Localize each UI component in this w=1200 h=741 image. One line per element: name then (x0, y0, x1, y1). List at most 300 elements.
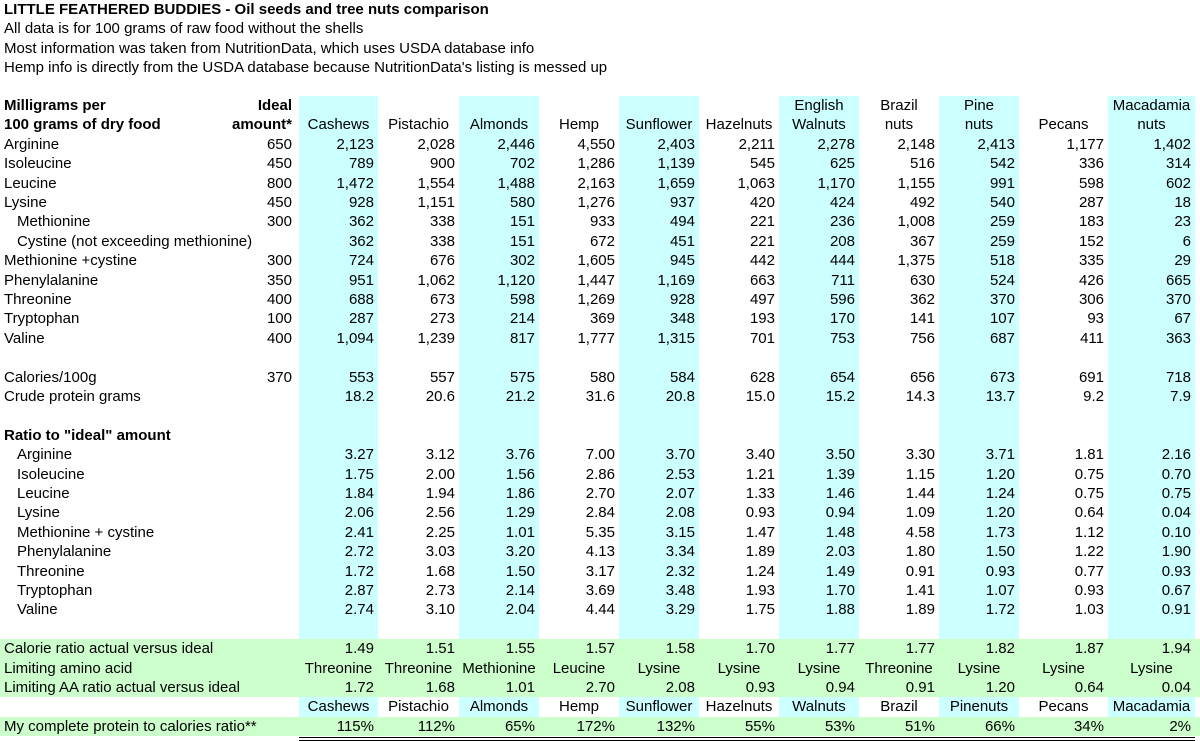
value-cell: 1,239 (417, 329, 455, 347)
value-cell: 348 (669, 310, 695, 328)
value-cell: 2.87 (344, 582, 374, 599)
value-cell: 273 (429, 310, 455, 328)
value-cell: 1.51 (425, 640, 455, 658)
value-cell: 0.77 (1074, 562, 1104, 580)
value-cell: 654 (829, 368, 855, 386)
amino-row (0, 271, 1200, 290)
value-cell: 3.30 (905, 446, 935, 464)
value-cell: 663 (749, 271, 775, 289)
value-cell: 945 (669, 252, 695, 270)
value-cell: 596 (829, 291, 855, 308)
ratio-title-row (0, 426, 1200, 445)
ratio-row (0, 600, 1200, 619)
summary-row (0, 678, 1200, 697)
value-cell: 1.81 (1074, 446, 1104, 464)
calories-row (0, 368, 1200, 387)
value-cell: 1.89 (905, 601, 935, 619)
value-cell: 575 (509, 368, 535, 386)
column-name: Cashews (307, 698, 370, 716)
row-label: Phenylalanine (4, 271, 99, 289)
value-cell: 1,375 (897, 252, 935, 270)
value-cell: 9.2 (1083, 388, 1104, 405)
amino-row (0, 174, 1200, 193)
row-label: Limiting AA ratio actual versus ideal (4, 679, 240, 696)
value-cell: 991 (989, 174, 1015, 192)
row-label: Valine (17, 601, 58, 619)
value-cell: 937 (669, 194, 695, 211)
value-cell: 3.03 (425, 543, 455, 561)
footer-names-row (0, 697, 1200, 716)
value-cell: 451 (669, 232, 695, 250)
row-label: My complete protein to calories ratio** (4, 717, 257, 735)
value-cell: 20.6 (425, 388, 455, 405)
value-cell: 221 (749, 213, 775, 231)
value-cell: 1,062 (417, 271, 455, 289)
ratio-row (0, 562, 1200, 581)
value-cell: 2.06 (344, 504, 374, 522)
header-label: Milligrams per (4, 97, 106, 114)
value-cell: 1,472 (336, 174, 374, 192)
value-cell: 172% (576, 717, 615, 735)
value-cell: 420 (749, 194, 775, 211)
column-header: Hemp (558, 116, 599, 134)
ideal-value: 300 (266, 252, 292, 270)
value-cell: 2.53 (665, 465, 695, 483)
row-label: Methionine (17, 213, 91, 231)
value-cell: 4,550 (577, 135, 615, 153)
value-cell: 1.73 (985, 523, 1015, 541)
value-cell: 55% (744, 717, 775, 735)
value-cell: 2,211 (738, 135, 775, 153)
value-cell: 1,402 (1153, 135, 1191, 153)
row-label: Crude protein grams (4, 388, 141, 405)
value-cell: 756 (909, 329, 935, 347)
value-cell: 518 (989, 252, 1015, 270)
value-cell: 29 (1174, 252, 1191, 270)
value-cell: 2.41 (344, 523, 374, 541)
row-label: Leucine (4, 174, 57, 192)
value-cell: 23 (1174, 213, 1191, 231)
value-cell: 370 (989, 291, 1015, 308)
value-cell: 602 (1165, 174, 1191, 192)
value-cell: 3.20 (505, 543, 535, 561)
value-cell: 3.34 (665, 543, 695, 561)
value-cell: 688 (348, 291, 374, 308)
amino-row (0, 251, 1200, 270)
value-cell: 306 (1078, 291, 1104, 308)
value-cell: 0.04 (1161, 679, 1191, 696)
column-header: nuts (964, 116, 994, 134)
value-cell: 1.50 (505, 562, 535, 580)
value-cell: Threonine (304, 659, 373, 677)
column-name: Brazil (880, 698, 918, 716)
column-header: Brazil (880, 97, 918, 114)
value-cell: 753 (829, 329, 855, 347)
value-cell: 516 (909, 155, 935, 173)
row-label: Methionine + cystine (17, 523, 155, 541)
value-cell: 0.94 (825, 679, 855, 696)
value-cell: 112% (417, 717, 455, 735)
row-label: Threonine (4, 291, 72, 308)
value-cell: 1.09 (905, 504, 935, 522)
value-cell: 1.01 (505, 679, 535, 696)
value-cell: 151 (509, 213, 535, 231)
value-cell: 1.49 (825, 562, 855, 580)
value-cell: 193 (749, 310, 775, 328)
row-label: Limiting amino acid (4, 659, 133, 677)
value-cell: 2.14 (505, 582, 535, 599)
value-cell: 1.49 (344, 640, 374, 658)
value-cell: 93 (1087, 310, 1104, 328)
header-row-1 (0, 96, 1200, 115)
ratio-row (0, 542, 1200, 561)
ideal-value: 100 (266, 310, 292, 328)
value-cell: 900 (429, 155, 455, 173)
value-cell: 18.2 (344, 388, 374, 405)
value-cell: 362 (909, 291, 935, 308)
ideal-value: 370 (266, 368, 292, 386)
value-cell: 691 (1078, 368, 1104, 386)
value-cell: 2.72 (344, 543, 374, 561)
value-cell: 1,139 (657, 155, 695, 173)
value-cell: 1.94 (1161, 640, 1191, 658)
value-cell: 1.82 (985, 640, 1015, 658)
column-header: Pine (963, 97, 995, 114)
value-cell: 4.44 (585, 601, 615, 619)
value-cell: Lysine (717, 659, 761, 677)
value-cell: 656 (909, 368, 935, 386)
value-cell: 1.44 (905, 485, 935, 502)
value-cell: Leucine (552, 659, 606, 677)
value-cell: 183 (1078, 213, 1104, 231)
value-cell: 1,554 (417, 174, 455, 192)
value-cell: 2,446 (497, 135, 535, 153)
value-cell: 598 (509, 291, 535, 308)
value-cell: Lysine (1042, 659, 1085, 677)
ratio-row (0, 523, 1200, 542)
value-cell: 1.77 (825, 640, 855, 658)
value-cell: 302 (509, 252, 535, 270)
value-cell: 1.07 (985, 582, 1015, 599)
value-cell: 1.94 (425, 485, 455, 502)
value-cell: 426 (1078, 271, 1104, 289)
value-cell: 540 (989, 194, 1015, 211)
value-cell: 598 (1078, 174, 1104, 192)
column-header: nuts (1137, 116, 1166, 134)
value-cell: 15.0 (745, 388, 775, 405)
value-cell: 0.91 (1161, 601, 1191, 619)
value-cell: 2,148 (897, 135, 935, 153)
value-cell: 2.03 (825, 543, 855, 561)
value-cell: 0.91 (905, 679, 935, 696)
row-label: Threonine (17, 562, 85, 580)
value-cell: 628 (749, 368, 775, 386)
value-cell: 2.74 (344, 601, 374, 619)
value-cell: 3.48 (665, 582, 695, 599)
value-cell: 13.7 (985, 388, 1015, 405)
value-cell: 287 (348, 310, 374, 328)
value-cell: 3.27 (344, 446, 374, 464)
ideal-value: 400 (266, 291, 292, 308)
value-cell: 4.58 (905, 523, 935, 541)
value-cell: 1.20 (985, 465, 1015, 483)
ratio-row (0, 484, 1200, 503)
sheet-title: LITTLE FEATHERED BUDDIES - Oil seeds and tree nuts comparison (4, 1, 489, 18)
column-header: Pistachio (388, 116, 449, 134)
value-cell: 2.70 (585, 679, 615, 696)
value-cell: 3.15 (665, 523, 695, 541)
value-cell: 2.08 (665, 679, 695, 696)
value-cell: 31.6 (585, 388, 615, 405)
value-cell: 625 (829, 155, 855, 173)
value-cell: 259 (989, 213, 1015, 231)
value-cell: 1,605 (577, 252, 615, 270)
value-cell: 0.64 (1074, 504, 1104, 522)
value-cell: 338 (429, 213, 455, 231)
value-cell: 928 (669, 291, 695, 308)
value-cell: 1,777 (577, 329, 615, 347)
value-cell: 630 (909, 271, 935, 289)
value-cell: 1.46 (825, 485, 855, 502)
row-label: Arginine (4, 135, 60, 153)
value-cell: 1.70 (745, 640, 775, 658)
value-cell: 34% (1073, 717, 1104, 735)
value-cell: 314 (1165, 155, 1191, 173)
amino-row (0, 290, 1200, 309)
ratio-title: Ratio to "ideal" amount (4, 426, 171, 444)
value-cell: 1.70 (825, 582, 855, 599)
value-cell: Lysine (1130, 659, 1173, 677)
value-cell: 20.8 (665, 388, 695, 405)
value-cell: 1,120 (497, 271, 535, 289)
value-cell: 673 (429, 291, 455, 308)
value-cell: 424 (829, 194, 855, 211)
value-cell: 1,170 (817, 174, 855, 192)
value-cell: 1.89 (745, 543, 775, 561)
header-label: 100 grams of dry food (4, 116, 161, 134)
value-cell: 442 (749, 252, 775, 270)
value-cell: 53% (824, 717, 855, 735)
value-cell: 545 (749, 155, 775, 173)
value-cell: Lysine (957, 659, 1001, 677)
value-cell: 1.58 (665, 640, 695, 658)
value-cell: 701 (749, 329, 775, 347)
value-cell: 1,177 (1066, 135, 1104, 153)
value-cell: 3.71 (985, 446, 1015, 464)
value-cell: 1.80 (905, 543, 935, 561)
protein-row (0, 387, 1200, 406)
value-cell: 2.73 (425, 582, 455, 599)
final-row (0, 717, 1200, 736)
value-cell: 3.17 (585, 562, 615, 580)
value-cell: 1.20 (985, 504, 1015, 522)
column-header: Hazelnuts (705, 116, 773, 134)
value-cell: 2.56 (425, 504, 455, 522)
value-cell: 0.94 (825, 504, 855, 522)
row-label: Tryptophan (17, 582, 93, 599)
value-cell: 687 (989, 329, 1015, 347)
value-cell: 494 (669, 213, 695, 231)
column-header: Cashews (307, 116, 370, 134)
value-cell: 524 (989, 271, 1015, 289)
value-cell: 363 (1165, 329, 1191, 347)
value-cell: 18 (1174, 194, 1191, 211)
value-cell: 1.21 (745, 465, 775, 483)
value-cell: 362 (348, 213, 374, 231)
value-cell: 676 (429, 252, 455, 270)
value-cell: 1.33 (745, 485, 775, 502)
amino-row (0, 135, 1200, 154)
value-cell: 0.75 (1074, 465, 1104, 483)
value-cell: 951 (348, 271, 374, 289)
value-cell: 65% (504, 717, 535, 735)
value-cell: 2.70 (585, 485, 615, 502)
row-label: Methionine +cystine (4, 252, 137, 270)
value-cell: 411 (1080, 329, 1104, 347)
value-cell: 580 (509, 194, 535, 211)
value-cell: 3.10 (425, 601, 455, 619)
column-header: English (794, 97, 844, 114)
value-cell: 6 (1182, 232, 1191, 250)
value-cell: 2.00 (425, 465, 455, 483)
amino-row (0, 232, 1200, 251)
value-cell: 817 (509, 329, 535, 347)
column-name: Pecans (1038, 698, 1089, 716)
value-cell: 1.03 (1074, 601, 1104, 619)
value-cell: 369 (589, 310, 615, 328)
value-cell: Threonine (865, 659, 933, 677)
value-cell: 1.12 (1074, 523, 1104, 541)
row-label: Phenylalanine (17, 543, 112, 561)
value-cell: 3.12 (425, 446, 455, 464)
value-cell: 1.41 (905, 582, 935, 599)
amino-row (0, 154, 1200, 173)
value-cell: Methionine (462, 659, 536, 677)
value-cell: 1.55 (505, 640, 535, 658)
value-cell: 259 (989, 232, 1015, 250)
column-header: Sunflower (625, 116, 693, 134)
row-label: Leucine (17, 485, 70, 502)
row-label: Lysine (17, 504, 60, 522)
value-cell: 370 (1165, 291, 1191, 308)
value-cell: 2.84 (585, 504, 615, 522)
row-label: Calorie ratio actual versus ideal (4, 640, 214, 658)
value-cell: 665 (1165, 271, 1191, 289)
ideal-header: amount* (232, 116, 292, 134)
value-cell: 557 (429, 368, 455, 386)
amino-row (0, 193, 1200, 212)
value-cell: 170 (829, 310, 855, 328)
value-cell: 1.86 (505, 485, 535, 502)
value-cell: 1,447 (577, 271, 615, 289)
value-cell: 151 (509, 232, 535, 250)
header-row-2 (0, 115, 1200, 134)
ratio-row (0, 465, 1200, 484)
value-cell: 1.88 (825, 601, 855, 619)
value-cell: 2.08 (665, 504, 695, 522)
amino-row (0, 212, 1200, 231)
value-cell: 335 (1078, 252, 1104, 270)
value-cell: 2,028 (417, 135, 455, 153)
value-cell: 1,063 (737, 174, 775, 192)
column-name: Sunflower (625, 698, 693, 716)
value-cell: 1.24 (745, 562, 775, 580)
value-cell: 214 (509, 310, 535, 328)
value-cell: 0.91 (905, 562, 935, 580)
value-cell: 1.68 (425, 679, 455, 696)
value-cell: 0.64 (1074, 679, 1104, 696)
row-label: Calories/100g (4, 368, 97, 386)
value-cell: 673 (989, 368, 1015, 386)
row-label: Valine (4, 329, 45, 347)
value-cell: 362 (348, 232, 374, 250)
value-cell: 208 (829, 232, 855, 250)
ideal-value: 350 (266, 271, 292, 289)
column-header: Macadamia (1112, 97, 1191, 114)
value-cell: 2,403 (657, 135, 695, 153)
value-cell: 15.2 (825, 388, 855, 405)
row-label: Isoleucine (4, 155, 72, 173)
note-line: All data is for 100 grams of raw food without the shells (4, 20, 364, 38)
row-label: Cystine (not exceeding methionine) (17, 232, 253, 250)
value-cell: 492 (909, 194, 935, 211)
summary-row (0, 659, 1200, 678)
value-cell: 3.76 (505, 446, 535, 464)
amino-row (0, 329, 1200, 348)
value-cell: 14.3 (905, 388, 935, 405)
value-cell: 221 (749, 232, 775, 250)
ideal-value: 300 (266, 213, 292, 231)
value-cell: 1,286 (577, 155, 615, 173)
value-cell: 933 (589, 213, 615, 231)
value-cell: 51% (904, 717, 935, 735)
row-label: Lysine (4, 194, 47, 211)
value-cell: 553 (348, 368, 374, 386)
value-cell: 132% (656, 717, 695, 735)
value-cell: Lysine (637, 659, 681, 677)
value-cell: 1,155 (897, 174, 935, 192)
amino-row (0, 309, 1200, 328)
value-cell: 67 (1174, 310, 1191, 328)
value-cell: 152 (1078, 232, 1104, 250)
value-cell: 21.2 (505, 388, 535, 405)
value-cell: 336 (1078, 155, 1104, 173)
value-cell: 584 (669, 368, 695, 386)
value-cell: 1.47 (745, 523, 775, 541)
value-cell: 0.93 (745, 679, 775, 696)
column-name: Walnuts (792, 698, 846, 716)
value-cell: 1,008 (897, 213, 935, 231)
value-cell: 1.72 (344, 562, 374, 580)
value-cell: 3.69 (585, 582, 615, 599)
ratio-row (0, 581, 1200, 600)
ideal-value: 650 (266, 135, 292, 153)
value-cell: 1.22 (1074, 543, 1104, 561)
value-cell: Lysine (797, 659, 841, 677)
value-cell: 5.35 (585, 523, 615, 541)
value-cell: 1.39 (825, 465, 855, 483)
ideal-value: 800 (266, 174, 292, 192)
ideal-value: 450 (266, 155, 292, 173)
column-name: Macadamia (1112, 698, 1191, 716)
value-cell: 1,488 (497, 174, 535, 192)
column-name: Pinenuts (949, 698, 1009, 716)
value-cell: 2.04 (505, 601, 535, 619)
ratio-row (0, 503, 1200, 522)
row-label: Isoleucine (17, 465, 85, 483)
value-cell: 7.9 (1170, 388, 1191, 405)
note-line: Hemp info is directly from the USDA database because NutritionData's listing is messed up (4, 59, 608, 77)
